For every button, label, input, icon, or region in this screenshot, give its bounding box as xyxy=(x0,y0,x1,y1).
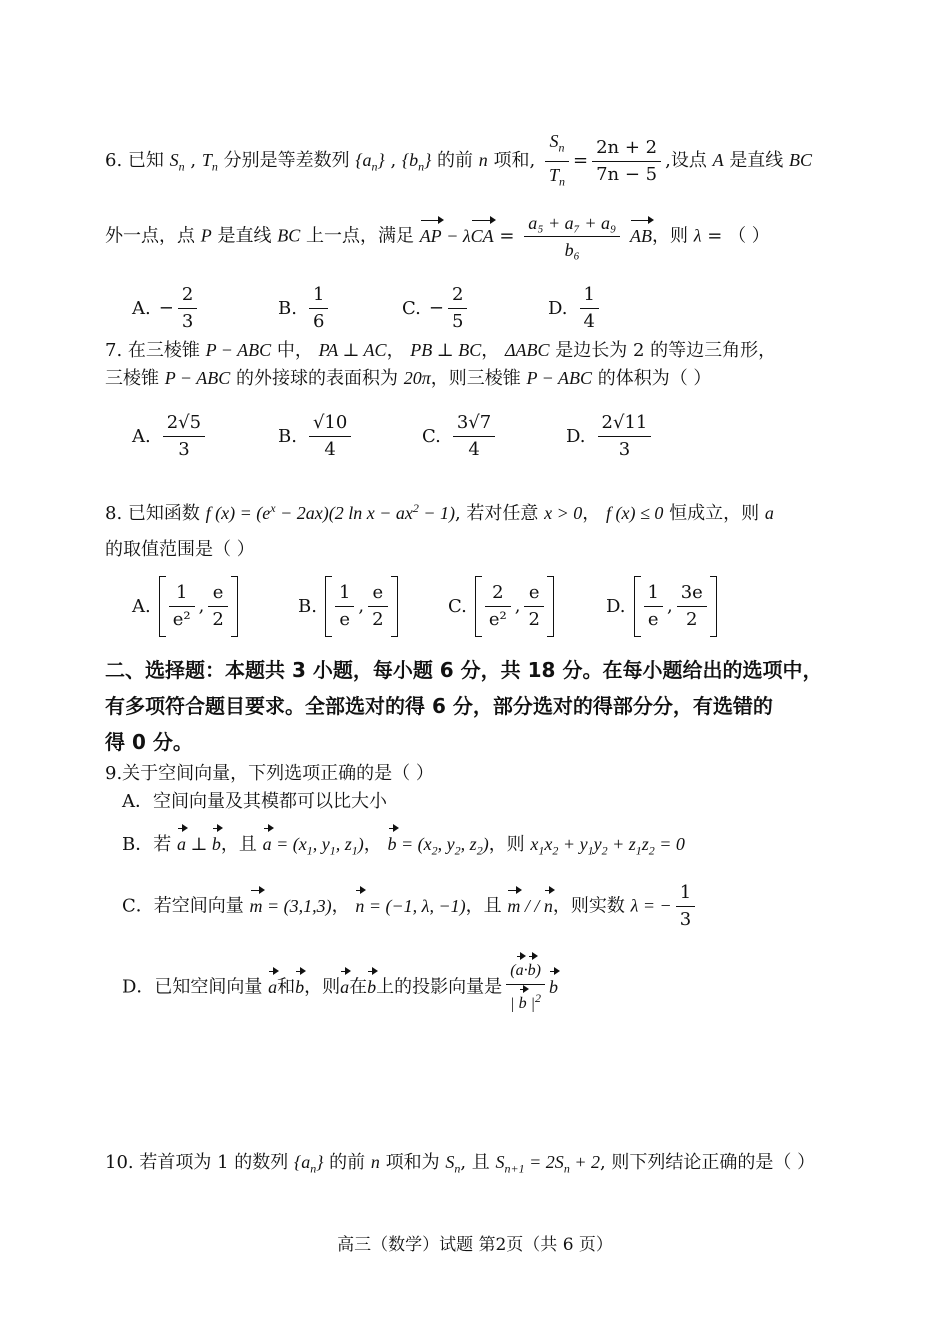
math: P − ABC xyxy=(205,340,272,360)
q8-option-a[interactable]: A. $\frac{1}{\text{e²}}$ , $\frac{e}{2}$ xyxy=(132,580,238,633)
option-label: A. xyxy=(132,298,151,319)
q7-text: 中， xyxy=(276,340,313,361)
frac-den: 5 xyxy=(451,311,464,332)
option-label: A. xyxy=(132,596,151,617)
frac-num: e xyxy=(208,580,227,607)
q6-text: ,设点 xyxy=(665,150,707,172)
math: m = (3,1,3) xyxy=(250,896,332,916)
frac-num: 3e xyxy=(677,580,707,607)
q10-text: , 则下列结论正确的是（ ） xyxy=(599,1152,816,1173)
fraction: $\frac{1}{3}$ xyxy=(676,880,695,933)
frac-den: b₆ xyxy=(564,240,580,260)
q7-text: ， xyxy=(386,340,405,361)
section2-line3: 得 0 分。 xyxy=(105,730,193,754)
q7-text: 是边长为 xyxy=(555,340,628,361)
frac-den: 2 xyxy=(372,609,384,630)
option-sign: − xyxy=(428,297,444,319)
math: a xyxy=(268,973,277,1001)
option-label: A. xyxy=(132,426,151,447)
frac-den: e² xyxy=(172,609,191,630)
math: λ = − xyxy=(630,895,672,916)
frac-num: 1 xyxy=(335,580,354,607)
math: AB xyxy=(630,222,652,250)
fraction: $\frac{(a\cdot b)}{| b |^2}$ xyxy=(506,958,545,1017)
math: A xyxy=(712,150,724,171)
math: λ xyxy=(693,225,702,246)
q9-option-d[interactable] xyxy=(122,958,890,1017)
q10-line xyxy=(105,1148,890,1183)
q8-text: ， xyxy=(582,503,601,524)
q6-text: 外一点，点 xyxy=(105,225,195,247)
q7-option-b[interactable] xyxy=(278,410,355,463)
q8-option-d[interactable]: D. $\frac{1}{e}$ , $\frac{3e}{2}$ xyxy=(606,580,717,633)
q7-option-a[interactable] xyxy=(132,410,209,463)
q9-text: ，且 xyxy=(220,834,257,855)
q7-option-d[interactable] xyxy=(566,410,655,463)
math: $a = (x_1$, $y_1$, $z_1$) xyxy=(263,834,364,854)
q9-text: ，且 xyxy=(465,895,502,917)
q6-text: 项和, xyxy=(493,150,536,172)
q8-option-c[interactable]: C. $\frac{2}{\text{e²}}$ , $\frac{e}{2}$ xyxy=(448,580,554,633)
q6-option-a[interactable] xyxy=(132,282,201,335)
q7-option-c[interactable] xyxy=(422,410,499,463)
q7-text: ， xyxy=(481,340,500,361)
frac-den: 3 xyxy=(181,311,194,332)
q7-text: 的体积为（ ） xyxy=(597,368,712,389)
math: a ⊥ b xyxy=(177,834,221,854)
frac-num: 3√7 xyxy=(453,410,495,437)
frac-num: 1 xyxy=(309,282,328,309)
math: f (x) ≤ 0 xyxy=(606,503,664,523)
q7-text: 7. 在三棱锥 xyxy=(105,340,200,361)
q6-text: 是直线 xyxy=(729,150,784,172)
frac-num: 1 xyxy=(169,580,195,607)
math: $\{a_n\}$ xyxy=(294,1152,324,1176)
frac-den: 6 xyxy=(312,311,325,332)
section2-line1: 二、选择题：本题共 3 小题，每小题 6 分，共 18 分。在每小题给出的选项中， xyxy=(105,658,823,682)
option-label: D. xyxy=(606,596,626,617)
q9-text: 和 xyxy=(277,976,296,998)
frac-den: 4 xyxy=(468,439,480,460)
math: ΔABC xyxy=(504,340,550,360)
math: b xyxy=(549,973,558,1001)
q7-line2 xyxy=(105,364,890,393)
q9-option-c[interactable] xyxy=(122,880,890,933)
math: BC xyxy=(277,225,301,246)
math: PB ⊥ BC xyxy=(410,340,482,360)
math: b xyxy=(295,973,304,1001)
math: PA ⊥ AC xyxy=(318,340,387,360)
q7-line1 xyxy=(105,336,890,365)
option-label: B. xyxy=(278,298,297,319)
frac-den: 7n − 5 xyxy=(596,163,658,185)
option-sign: − xyxy=(158,297,174,319)
math: $S_n$ xyxy=(445,1152,461,1176)
q8-text: , 若对任意 xyxy=(454,503,539,524)
fraction xyxy=(524,210,620,263)
frac-den: e xyxy=(339,609,350,630)
option-label: C. xyxy=(422,426,441,447)
q6-text: 分别是等差数列 xyxy=(223,150,350,172)
q9-stem: 9.关于空间向量，下列选项正确的是（ ） xyxy=(105,763,434,784)
option-label: D. xyxy=(548,298,568,319)
q9-text: C．若空间向量 xyxy=(122,895,244,917)
math: 2 xyxy=(632,340,645,361)
q6-option-b[interactable] xyxy=(278,282,332,335)
math: AP − λCA xyxy=(420,226,494,246)
q9-option-a[interactable]: A．空间向量及其模都可以比大小 xyxy=(122,791,387,812)
q9-text: ， xyxy=(331,895,350,917)
frac-num: 2 xyxy=(485,580,511,607)
option-label: B. xyxy=(298,596,317,617)
option-label: B. xyxy=(278,426,297,447)
frac-num: 1 xyxy=(580,282,599,309)
frac-den: 3 xyxy=(178,439,190,460)
frac-num: √10 xyxy=(309,410,351,437)
q8-text: 8. 已知函数 xyxy=(105,503,200,524)
q7-text: 的外接球的表面积为 xyxy=(235,368,398,389)
math: $\{b_n\}$ xyxy=(401,150,432,174)
option-label: D. xyxy=(566,426,586,447)
fraction: $\frac{S_n}{T_n}$ xyxy=(545,128,569,194)
math: $S_{n+1} = 2S_n + 2$ xyxy=(495,1152,600,1176)
q10-text: 的前 xyxy=(329,1152,366,1173)
frac-num: 2√5 xyxy=(163,410,205,437)
q7-text: ，则三棱锥 xyxy=(430,368,521,389)
q6-option-c[interactable] xyxy=(402,282,471,335)
math: P − ABC xyxy=(526,368,592,388)
frac-den: 2 xyxy=(212,609,224,630)
q10-text: 的数列 xyxy=(234,1152,289,1173)
math: m / / n xyxy=(507,896,553,916)
q7-text: 的等边三角形， xyxy=(650,340,777,361)
math: x > 0 xyxy=(544,503,583,523)
frac-den: e² xyxy=(488,609,507,630)
q6-text: 上一点，满足 xyxy=(305,225,414,247)
math: $x_1x_2 + y_1y_2 + z_1z_2 = 0$ xyxy=(530,834,685,858)
q8-text: 恒成立，则 xyxy=(669,503,760,524)
frac-num: 2n + 2 xyxy=(592,135,661,162)
frac-den: 2 xyxy=(686,609,698,630)
math: f $(x) = (e^x - 2ax)(2$ $\ln x - ax^2 - 1$) xyxy=(205,501,455,523)
q6-text: ，则 xyxy=(652,225,688,247)
q6-option-d[interactable] xyxy=(548,282,603,335)
frac-den: 4 xyxy=(324,439,336,460)
frac-num: 2 xyxy=(178,282,197,309)
section2-line2: 有多项符合题目要求。全部选对的得 6 分，部分选对的得部分分，有选错的 xyxy=(105,694,773,718)
math: $T_n$ xyxy=(201,150,218,174)
math: $\{a_n\}$ xyxy=(355,150,385,174)
q6-text: 的前 xyxy=(437,150,474,172)
q10-text: 项和为 xyxy=(385,1152,440,1173)
math: a xyxy=(340,973,349,1001)
frac-num: 1 xyxy=(644,580,663,607)
q9-text: 上的投影向量是 xyxy=(376,976,503,998)
math: n xyxy=(478,150,488,171)
option-label: C. xyxy=(402,298,421,319)
q6-text: 已知 xyxy=(127,150,164,172)
q8-line2 xyxy=(105,536,890,564)
q8-text: 的取值范围是（ ） xyxy=(105,539,255,560)
math: 1 xyxy=(217,1152,229,1173)
q7-text: 三棱锥 xyxy=(105,368,159,389)
math: n = (−1, λ, −1) xyxy=(355,896,465,916)
math: P − ABC xyxy=(164,368,231,388)
q6-paren: （ ） xyxy=(728,225,770,247)
frac-num: e xyxy=(524,580,543,607)
frac-num: 2 xyxy=(448,282,467,309)
q6-line2: 外一点，点 P 是直线 BC 上一点，满足 AP − λCA = $\frac{\text{a₅ + a₇ + a₉}}{\text{b₆}}$ AB，则 λ = （ ） xyxy=(105,210,890,263)
frac-den: 3 xyxy=(618,439,631,460)
math: 20π xyxy=(403,368,431,388)
q9-text: B．若 xyxy=(122,834,172,855)
math: P xyxy=(200,225,212,246)
q9-text: ，则 xyxy=(488,834,525,855)
q9-text: D．已知空间向量 xyxy=(122,976,263,998)
q10-text: 10. 若首项为 xyxy=(105,1152,212,1173)
q6-number: 6. xyxy=(105,150,123,172)
math: b xyxy=(367,973,376,1001)
math: $b = (x_2$, $y_2$, $z_2$) xyxy=(388,834,489,854)
page-footer: 高三（数学）试题 第2页（共 6 页） xyxy=(337,1235,613,1255)
q8-option-b[interactable]: B. $\frac{1}{e}$ , $\frac{e}{2}$ xyxy=(298,580,398,633)
q6-text: 是直线 xyxy=(217,225,272,247)
q9-text: 在 xyxy=(349,976,368,998)
option-label: C. xyxy=(448,596,467,617)
q9-text: ，则实数 xyxy=(552,895,625,917)
q6-line1: 6. 已知 $S_n$ , $T_n$ 分别是等差数列 $\{a_n\}$ , $\{b_n\}$ 的前 n 项和, $\frac{S_n}{T_n}$ = $\frac{2n + 2}{7n - 5}$ ,设点 A 是直线 BC xyxy=(105,128,890,194)
q8-line1 xyxy=(105,494,890,528)
math: BC xyxy=(789,150,813,171)
fraction xyxy=(592,135,661,188)
frac-den: 2 xyxy=(528,609,540,630)
math: n xyxy=(370,1152,380,1172)
math: a xyxy=(764,503,774,523)
frac-den: e xyxy=(647,609,659,630)
q9-option-b[interactable] xyxy=(122,830,890,865)
frac-num: a₅ + a₇ + a₉ xyxy=(524,210,620,237)
frac-num: 2√11 xyxy=(598,410,652,437)
frac-num: e xyxy=(368,580,387,607)
frac-den: 4 xyxy=(583,311,595,332)
q10-text: , 且 xyxy=(460,1152,490,1173)
math: $S_n$ xyxy=(169,150,185,174)
q9-text: ，则 xyxy=(304,976,341,998)
q9-text: ， xyxy=(363,834,382,855)
